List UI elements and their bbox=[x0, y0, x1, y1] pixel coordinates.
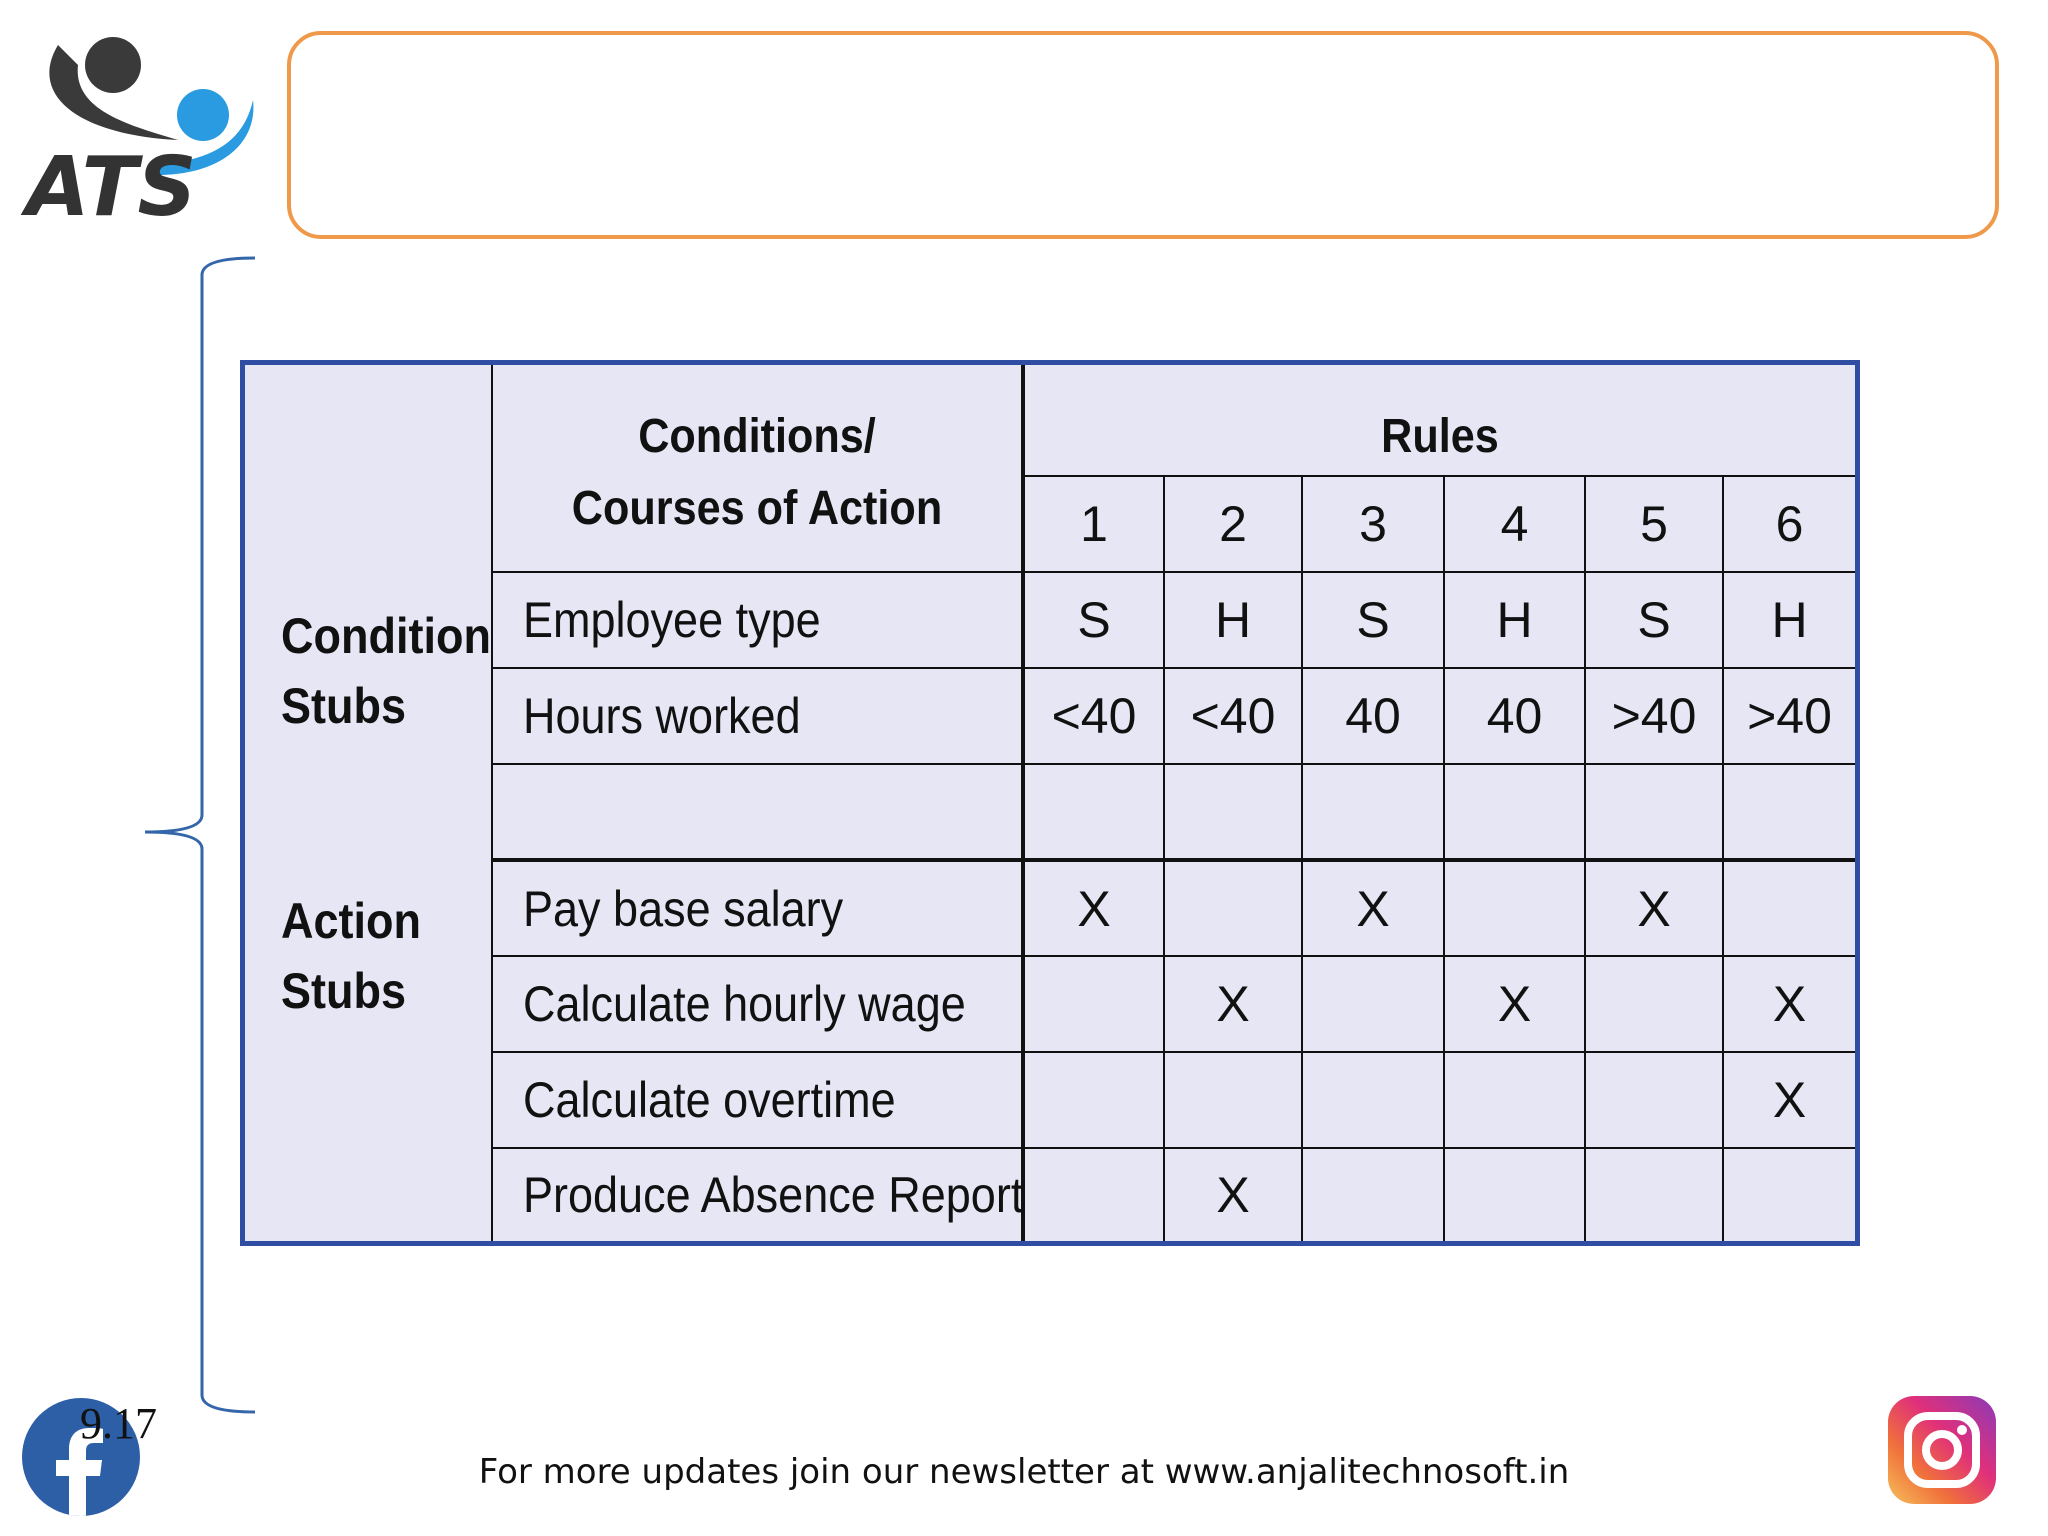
decision-table bbox=[240, 360, 1860, 1246]
table-cell bbox=[1303, 1053, 1443, 1147]
table-cell bbox=[1025, 957, 1163, 1051]
table-cell: S bbox=[1077, 592, 1111, 648]
rule-number: 1 bbox=[1080, 496, 1108, 552]
rule-number: 5 bbox=[1640, 496, 1668, 552]
table-cell: X bbox=[1772, 976, 1807, 1032]
rule-number: 4 bbox=[1500, 496, 1529, 552]
action-label: Calculate hourly wage bbox=[523, 976, 966, 1032]
condition-stubs-label: Condition Stubs bbox=[281, 608, 491, 734]
table-cell: S bbox=[1356, 592, 1390, 648]
table-cell: H bbox=[1214, 592, 1252, 648]
table-cell bbox=[1724, 862, 1855, 955]
table-cell: >40 bbox=[1611, 688, 1697, 744]
table-cell: X bbox=[1216, 1167, 1250, 1223]
condition-label: Employee type bbox=[523, 592, 821, 648]
table-cell bbox=[1724, 1149, 1855, 1241]
table-cell bbox=[1586, 1053, 1722, 1147]
title-box bbox=[287, 31, 1999, 239]
table-cell bbox=[1586, 1149, 1722, 1241]
table-cell bbox=[1586, 957, 1722, 1051]
rule-number: 6 bbox=[1775, 496, 1804, 552]
instagram-icon[interactable] bbox=[1888, 1396, 1996, 1504]
table-cell: S bbox=[1637, 592, 1671, 648]
action-stubs-label: Action Stubs bbox=[281, 893, 421, 1019]
table-cell: >40 bbox=[1747, 688, 1832, 744]
table-cell bbox=[1445, 1053, 1584, 1147]
table-cell bbox=[1165, 862, 1301, 955]
table-cell: X bbox=[1497, 976, 1532, 1032]
logo-text: ATS bbox=[26, 140, 197, 225]
conditions-header: Conditions/ Courses of Action bbox=[571, 410, 943, 535]
table-cell bbox=[1025, 1149, 1163, 1241]
table-cell: X bbox=[1637, 880, 1671, 937]
table-cell: 40 bbox=[1345, 688, 1401, 744]
rule-number: 2 bbox=[1219, 496, 1247, 552]
table-cell bbox=[1025, 1053, 1163, 1147]
table-cell: H bbox=[1496, 592, 1533, 648]
ats-logo bbox=[18, 25, 258, 225]
action-label: Produce Absence Report bbox=[523, 1167, 1024, 1223]
condition-label: Hours worked bbox=[523, 688, 801, 744]
action-label: Calculate overtime bbox=[523, 1072, 896, 1128]
table-cell: X bbox=[1216, 976, 1250, 1032]
table-cell: <40 bbox=[1190, 688, 1276, 744]
rule-number: 3 bbox=[1359, 496, 1387, 552]
action-label: Pay base salary bbox=[523, 880, 844, 937]
table-cell: X bbox=[1077, 880, 1111, 937]
table-cell: X bbox=[1356, 880, 1390, 937]
footer-text: For more updates join our newsletter at www.anjalitechnosoft.in bbox=[478, 1452, 1570, 1492]
table-cell bbox=[1165, 1053, 1301, 1147]
table-cell: <40 bbox=[1051, 688, 1137, 744]
table-cell: H bbox=[1771, 592, 1808, 648]
rules-header: Rules bbox=[1381, 410, 1499, 463]
table-cell: 40 bbox=[1486, 688, 1543, 744]
table-cell bbox=[1445, 862, 1584, 955]
table-cell bbox=[1303, 1149, 1443, 1241]
table-cell: X bbox=[1772, 1072, 1807, 1128]
slide-number: 9.17 bbox=[80, 1399, 157, 1448]
table-cell bbox=[1303, 957, 1443, 1051]
table-cell bbox=[1445, 1149, 1584, 1241]
